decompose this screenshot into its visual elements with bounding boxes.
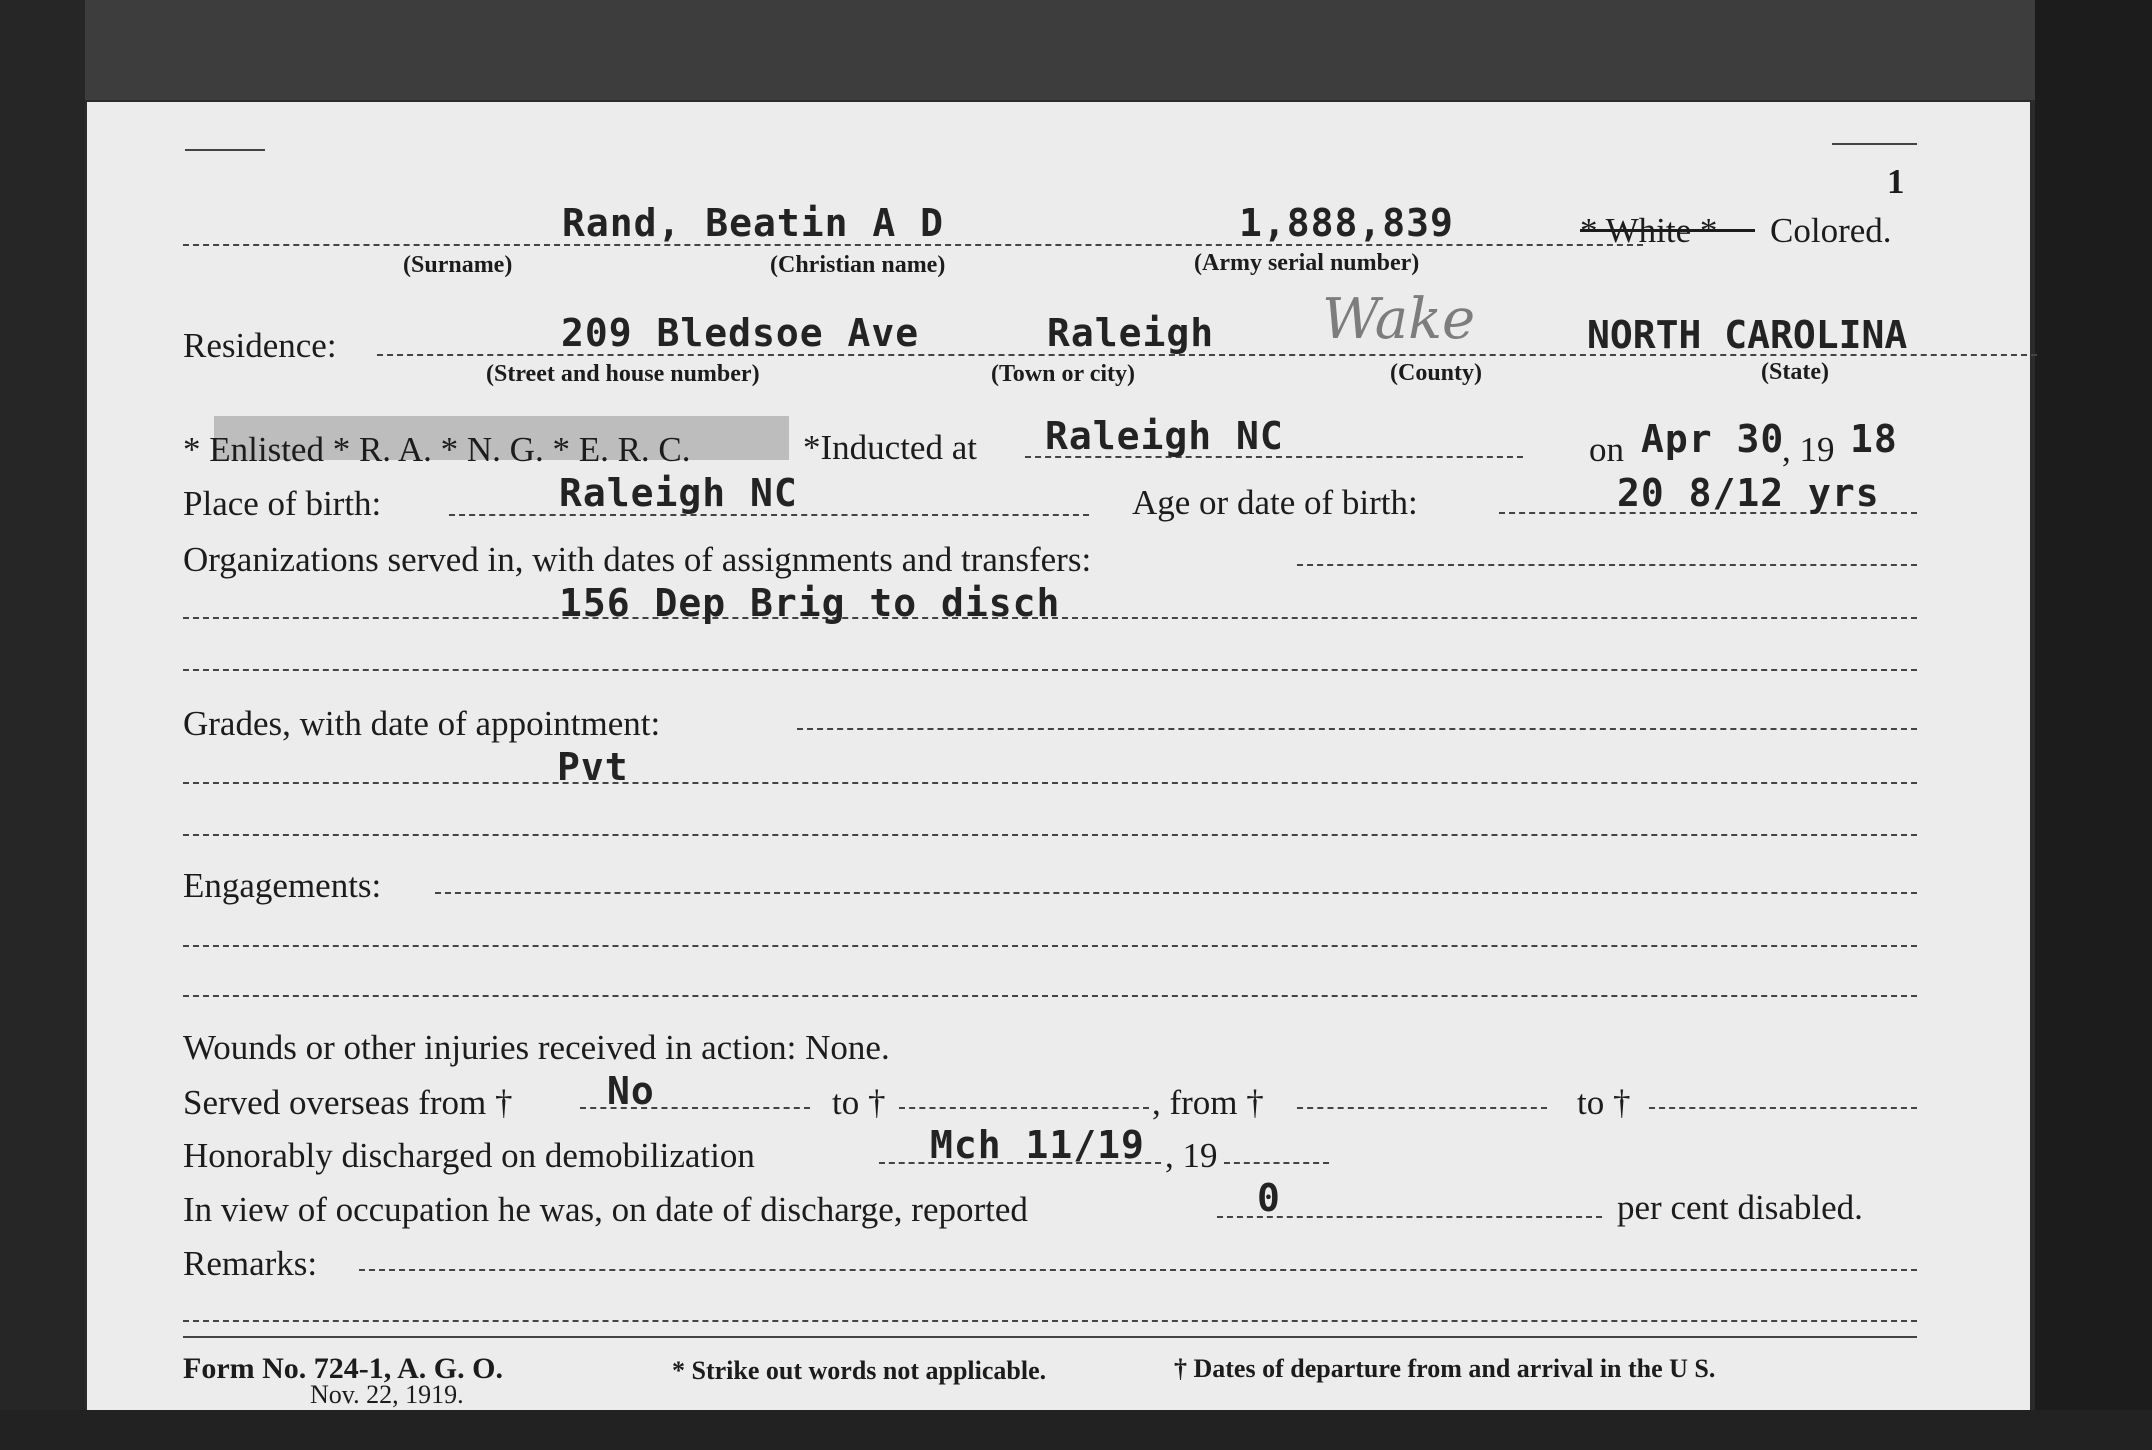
discharge-value: Mch 11/19 — [930, 1123, 1145, 1167]
disability-label: In view of occupation he was, on date of discharge, reported — [183, 1190, 1028, 1229]
engagements-label: Engagements: — [183, 866, 382, 905]
county-value: Wake — [1322, 287, 1476, 352]
on-label: on — [1589, 430, 1624, 469]
overseas-to-line — [899, 1107, 1149, 1109]
county-caption: (County) — [1390, 360, 1483, 386]
wounds-label: Wounds or other injuries received in action: None. — [183, 1028, 890, 1067]
organizations-label: Organizations served in, with dates of assignments and transfers: — [183, 540, 1092, 579]
background-bottom — [0, 1410, 2152, 1450]
surname-caption: (Surname) — [403, 252, 513, 278]
age-label: Age or date of birth: — [1132, 483, 1418, 522]
inducted-value: Raleigh NC — [1045, 414, 1284, 458]
organizations-line-0 — [1297, 564, 1917, 566]
organizations-value: 156 Dep Brig to disch — [559, 581, 1061, 625]
grades-line-1 — [183, 782, 1917, 784]
race-white: * White * — [1580, 211, 1718, 250]
overseas-to2-label: to † — [1577, 1083, 1631, 1122]
serial-caption: (Army serial number) — [1194, 250, 1420, 276]
grades-label: Grades, with date of appointment: — [183, 704, 661, 743]
name-value: Rand, Beatin A D — [562, 201, 945, 245]
form-number: Form No. 724-1, A. G. O. — [183, 1352, 503, 1385]
remarks-line-1 — [183, 1320, 1917, 1322]
grades-line-0 — [797, 728, 1917, 730]
service-record-card — [87, 102, 2030, 1410]
footer-rule — [183, 1336, 1917, 1338]
engagements-line-2 — [183, 995, 1917, 997]
street-value: 209 Bledsoe Ave — [561, 311, 920, 355]
state-value: NORTH CAROLINA — [1587, 313, 1908, 357]
organizations-line-2 — [183, 669, 1917, 671]
page-number: 1 — [1887, 162, 1905, 201]
remarks-line-0 — [359, 1269, 1917, 1271]
discharge-year: , 19 — [1165, 1136, 1218, 1175]
birth-place-value: Raleigh NC — [559, 471, 798, 515]
town-value: Raleigh — [1047, 311, 1215, 355]
engagements-line-1 — [183, 945, 1917, 947]
overseas-from2-line — [1297, 1107, 1547, 1109]
top-right-rule — [1832, 143, 1917, 145]
disability-value: 0 — [1257, 1176, 1281, 1220]
town-caption: (Town or city) — [991, 361, 1135, 387]
inducted-date-value: Apr 30 — [1641, 417, 1785, 461]
overseas-to2-line — [1649, 1107, 1917, 1109]
background-left — [0, 0, 85, 1450]
discharge-label: Honorably discharged on demobilization — [183, 1136, 755, 1175]
street-caption: (Street and house number) — [486, 361, 760, 387]
discharge-year-line — [1224, 1162, 1329, 1164]
serial-value: 1,888,839 — [1239, 201, 1454, 245]
residence-label: Residence: — [183, 326, 337, 365]
remarks-label: Remarks: — [183, 1244, 318, 1283]
background-right — [2035, 0, 2152, 1450]
year-prefix: , 19 — [1782, 430, 1835, 469]
form-date: Nov. 22, 1919. — [310, 1380, 464, 1409]
top-left-rule — [185, 149, 265, 151]
overseas-label: Served overseas from † — [183, 1083, 513, 1122]
background-top — [0, 0, 2152, 100]
birth-place-label: Place of birth: — [183, 484, 382, 523]
year-value: 18 — [1850, 417, 1898, 461]
overseas-value: No — [607, 1069, 655, 1113]
enlisted-label: * Enlisted * R. A. * N. G. * E. R. C. — [183, 430, 691, 469]
dates-note: † Dates of departure from and arrival in the U S. — [1174, 1354, 1716, 1383]
strike-note: * Strike out words not applicable. — [672, 1356, 1047, 1385]
disability-suffix: per cent disabled. — [1617, 1188, 1863, 1227]
state-caption: (State) — [1761, 359, 1829, 385]
race-colored: Colored. — [1770, 211, 1892, 250]
overseas-to-label: to † — [832, 1083, 886, 1122]
christian-name-caption: (Christian name) — [770, 252, 946, 278]
overseas-from-label: , from † — [1152, 1083, 1264, 1122]
inducted-label: *Inducted at — [803, 428, 977, 467]
age-value: 20 8/12 yrs — [1617, 471, 1880, 515]
race-white-strike — [1580, 229, 1755, 232]
grades-value: Pvt — [557, 745, 629, 789]
engagements-line-0 — [435, 892, 1917, 894]
grades-line-2 — [183, 834, 1917, 836]
